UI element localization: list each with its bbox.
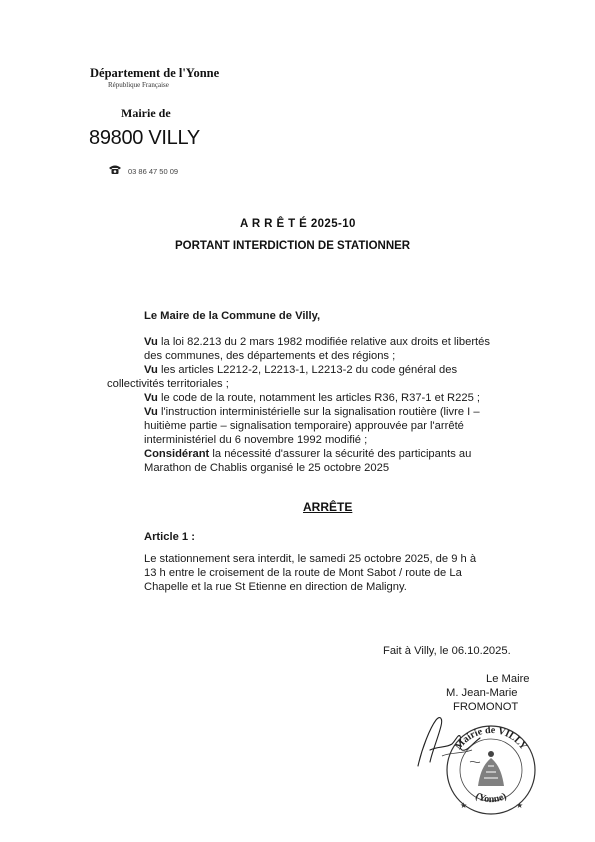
place-date: Fait à Villy, le 06.10.2025. [383,645,511,657]
visa-line-4-cont2: interministériel du 6 novembre 1992 modifié ; [144,434,368,446]
arrete-number: A R R Ê T É 2025-10 [240,218,356,230]
article-title: Article 1 : [144,531,195,543]
visa-text: l'instruction interministérielle sur la signalisation routière (livre I – [157,406,480,418]
visa-text: les articles L2212-2, L2213-1, L2213-2 du code général des [157,364,458,376]
considerant-lead: Considérant [144,448,210,460]
stamp-top-text: Mairie de VILLY [453,724,529,753]
department-label: Département de l'Yonne [90,66,220,80]
visa-line-2-cont: collectivités territoriales ; [107,378,229,390]
commune-label: 89800 VILLY [89,127,200,149]
republic-label: République Française [108,81,169,89]
svg-text:★: ★ [516,801,524,810]
signatory-role: Le Maire [486,673,530,685]
article-line-2: 13 h entre le croisement de la route de Mont Sabot / route de La [144,567,462,579]
visa-line-1 [144,335,490,349]
signatory-name-2: FROMONOT [453,701,519,713]
svg-text:(Yonne) [474,791,509,805]
stamp-bottom-text: (Yonne) [473,790,509,806]
visa-line-4-cont1: huitième partie – signalisation temporaire) approuvée par l'arrêté [144,420,464,432]
svg-text:★: ★ [460,801,468,810]
considerant-text: la nécessité d'assurer la sécurité des participants au [209,448,472,460]
mairie-label: Mairie de [121,106,171,120]
arrete-heading: ARRÊTE [303,500,353,514]
visa-line-1-cont: des communes, des départements et des régions ; [144,350,396,362]
article-line-1: Le stationnement sera interdit, le samedi 25 octobre 2025, de 9 h à [144,553,477,565]
visa-text: la loi 82.213 du 2 mars 1982 modifiée relative aux droits et libertés [157,336,490,348]
arrete-subject: PORTANT INTERDICTION DE STATIONNER [175,240,411,252]
visa-lead: Vu [144,392,158,404]
article-line-3: Chapelle et la rue St Etienne en direction de Maligny. [144,581,407,593]
mairie-stamp [440,716,542,818]
considerant-line [144,447,471,461]
preamble-intro: Le Maire de la Commune de Villy, [144,310,321,322]
phone-line [108,162,178,174]
visa-lead: Vu [144,406,158,418]
visa-lead: Vu [144,336,158,348]
signatory-name-1: M. Jean-Marie [446,687,518,699]
visa-lead: Vu [144,364,158,376]
visa-line-3 [144,391,480,405]
visa-line-4 [144,405,480,419]
visa-line-2 [144,363,457,377]
phone-number: 03 86 47 50 09 [128,166,179,176]
visa-text: le code de la route, notamment les articles R36, R37-1 et R225 ; [157,392,481,404]
considerant-cont: Marathon de Chablis organisé le 25 octobre 2025 [144,462,390,474]
telephone-icon [108,162,122,180]
